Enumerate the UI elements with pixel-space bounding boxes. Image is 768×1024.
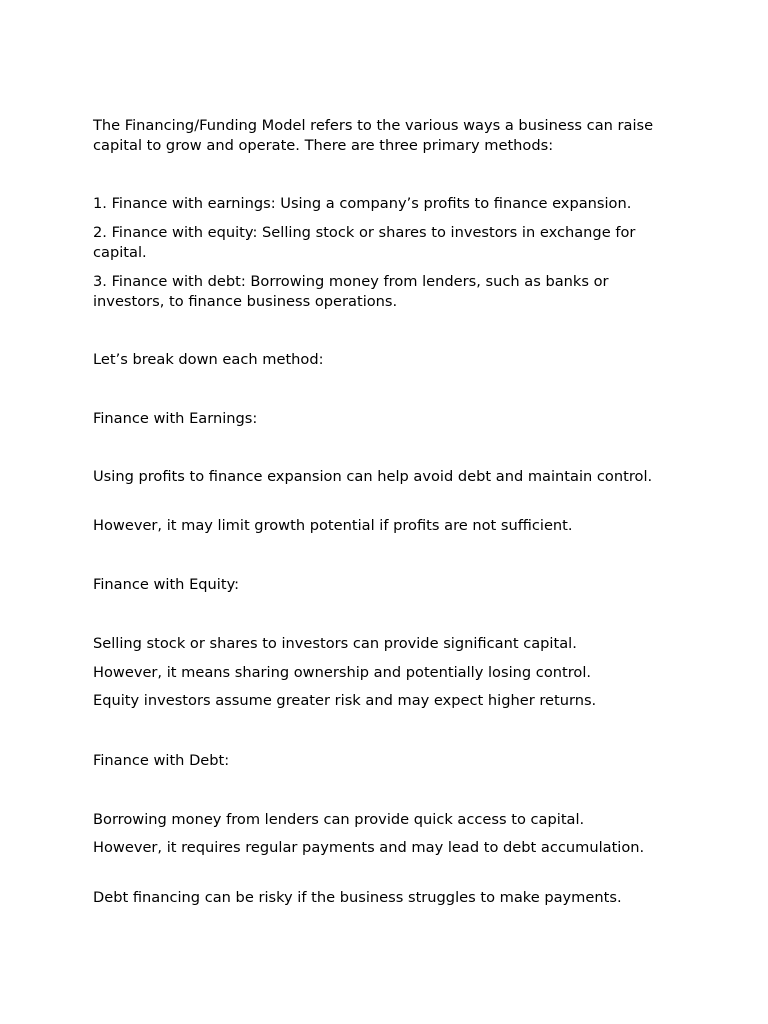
method-list-item: 2. Finance with equity: Selling stock or shares to investors in exchange for capital.	[93, 224, 636, 261]
method-list-item: 1. Finance with earnings: Using a company’s profits to finance expansion.	[93, 195, 632, 212]
section-heading-equity: Finance with Equity:	[93, 576, 240, 593]
equity-point: Equity investors assume greater risk and may expect higher returns.	[93, 692, 597, 709]
earnings-point: However, it may limit growth potential if profits are not sufficient.	[93, 517, 573, 534]
intro-paragraph: The Financing/Funding Model refers to the various ways a business can raise capital to grow and operate. There are three primary methods:	[93, 117, 654, 154]
debt-point: Borrowing money from lenders can provide quick access to capital.	[93, 811, 585, 828]
debt-point: Debt financing can be risky if the business struggles to make payments.	[93, 889, 622, 906]
debt-point: However, it requires regular payments and may lead to debt accumulation.	[93, 839, 645, 856]
earnings-point: Using profits to finance expansion can help avoid debt and maintain control.	[93, 468, 653, 485]
breakdown-intro: Let’s break down each method:	[93, 351, 324, 368]
section-heading-debt: Finance with Debt:	[93, 752, 230, 769]
equity-point: Selling stock or shares to investors can provide significant capital.	[93, 635, 577, 652]
equity-point: However, it means sharing ownership and potentially losing control.	[93, 664, 592, 681]
method-list-item: 3. Finance with debt: Borrowing money from lenders, such as banks or investors, to finance business operations.	[93, 273, 609, 310]
section-heading-earnings: Finance with Earnings:	[93, 410, 258, 427]
